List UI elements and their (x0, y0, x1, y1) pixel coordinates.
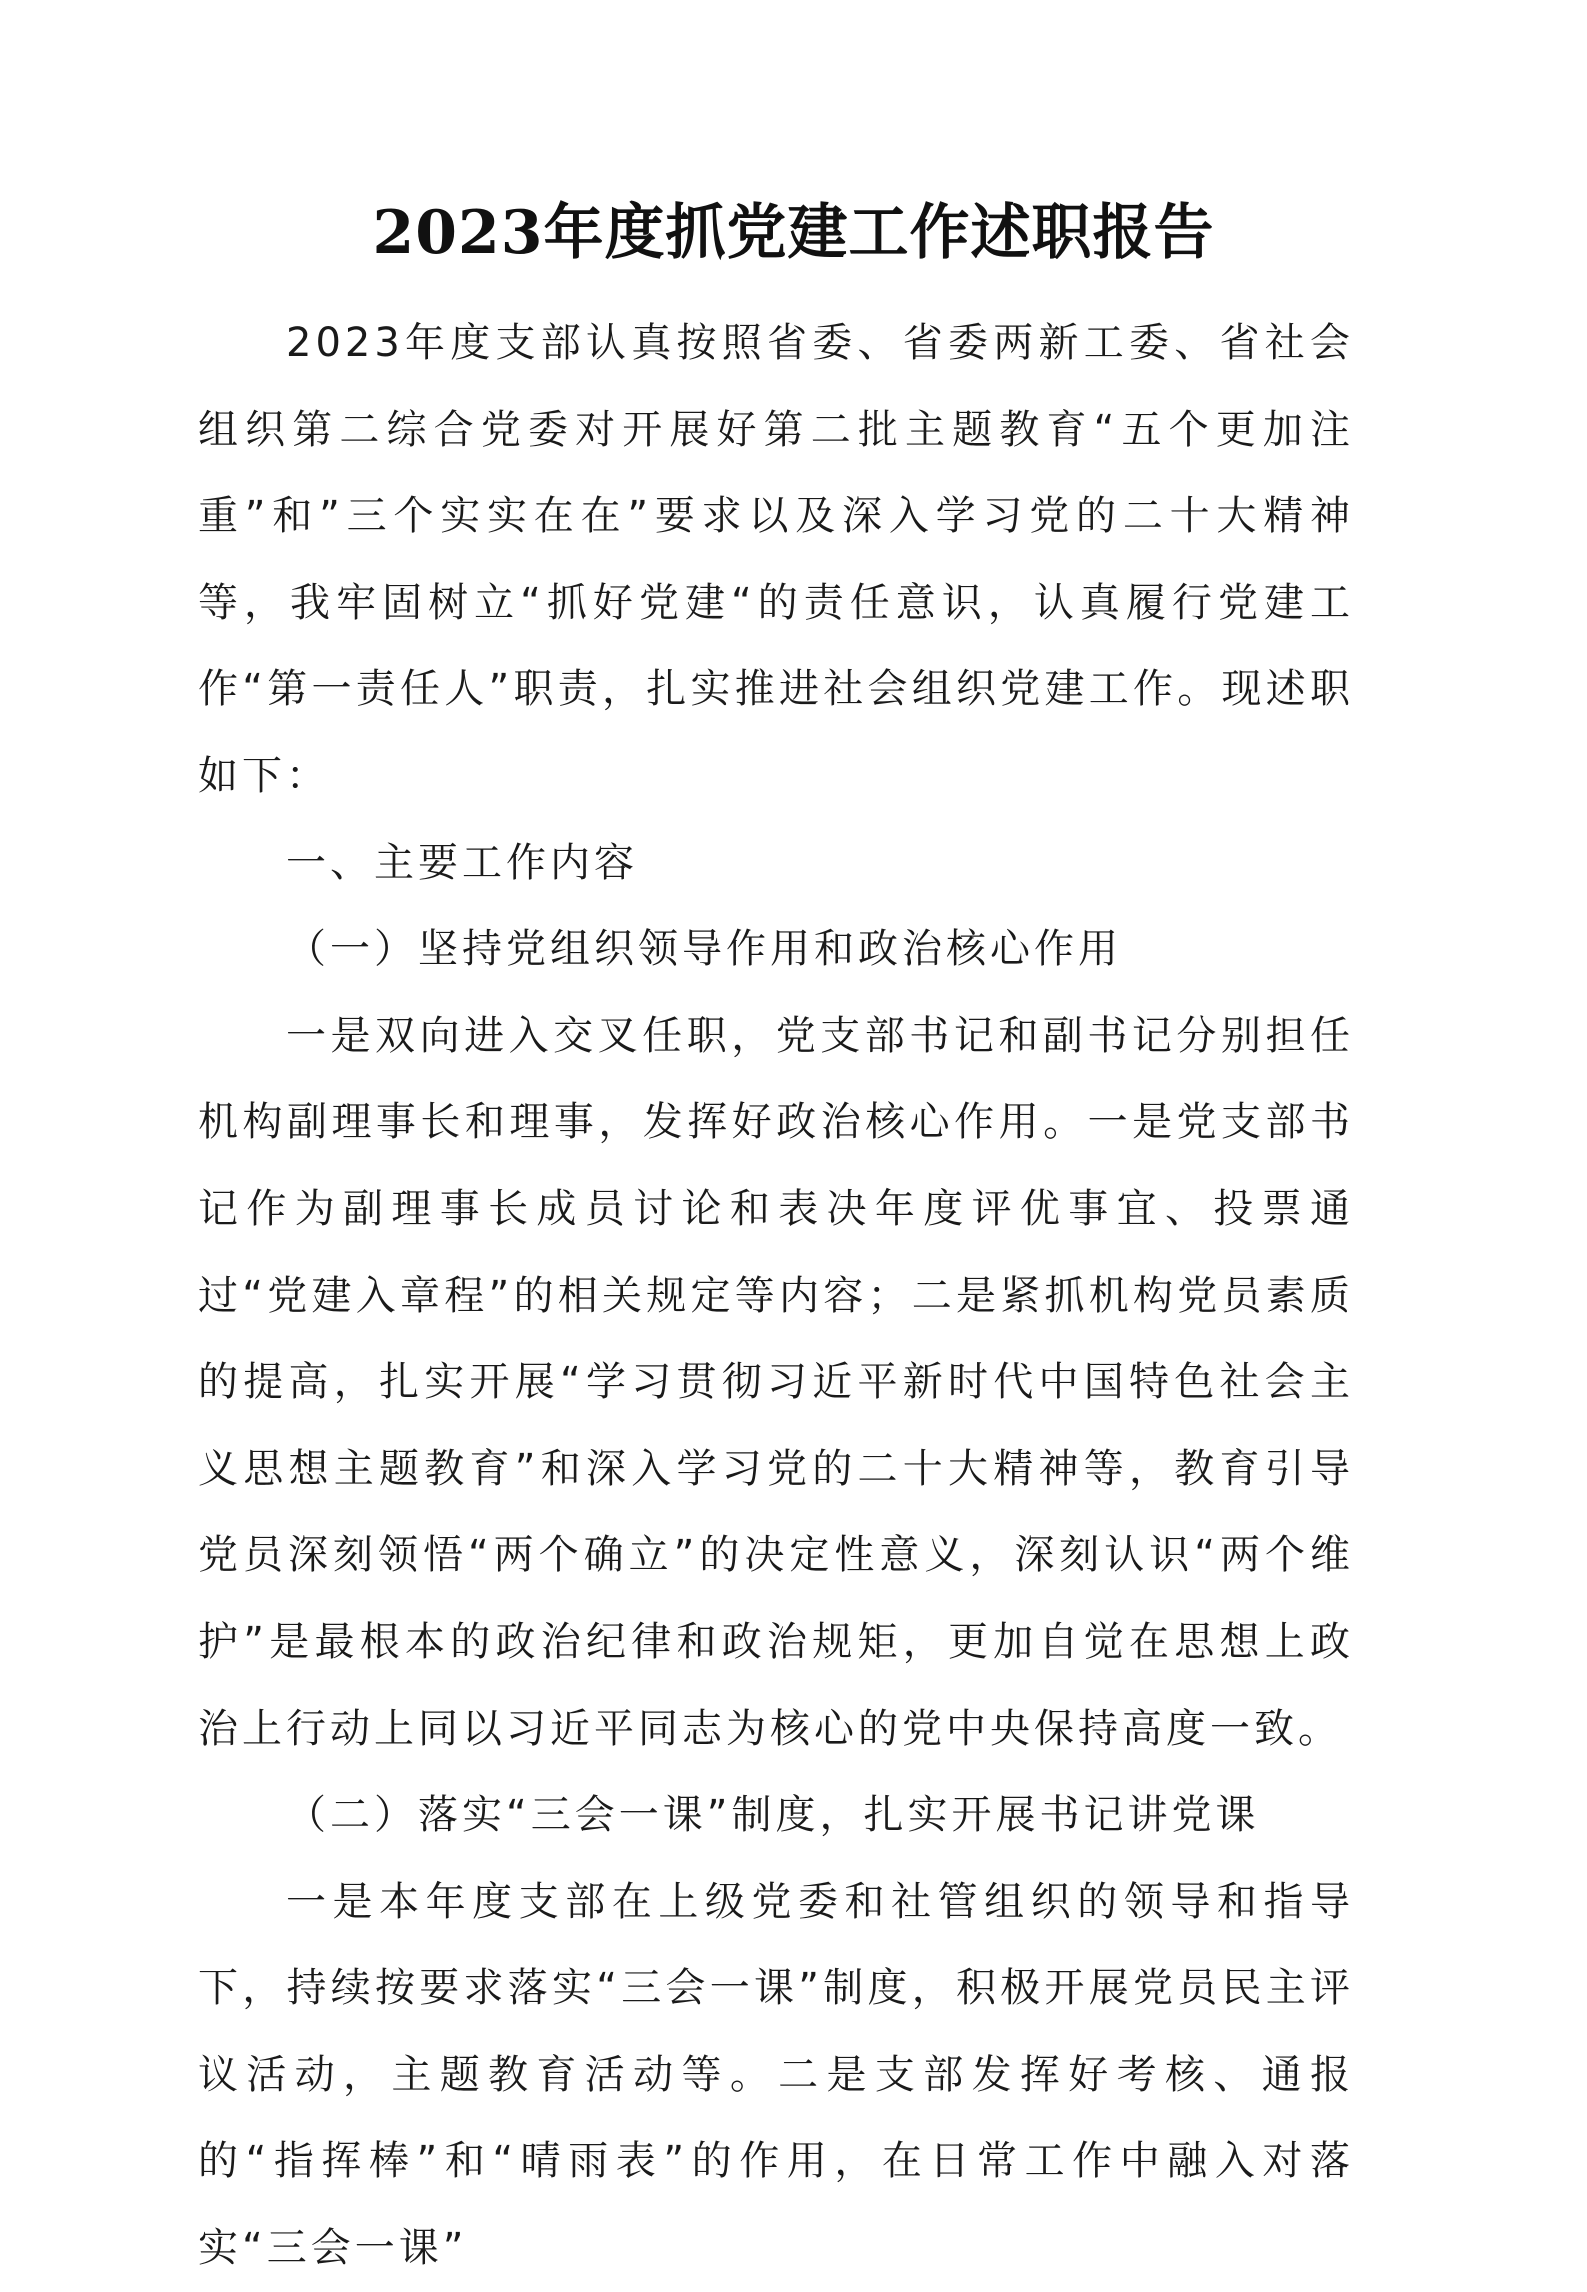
section-heading-main-work: 一、主要工作内容 (286, 839, 638, 886)
document-title: 2023年度抓党建工作述职报告 (372, 198, 1215, 268)
document-body (198, 300, 1354, 2292)
intro-paragraph: 2023年度支部认真按照省委、省委两新工委、省社会组织第二综合党委对开展好第二批主题教育“五个更加注重”和”三个实实在在”要求以及深入学习党的二十大精神等，我牢固树立“抓好党建“的责任意识，认真履行党建工作“第一责任人”职责，扎实推进社会组织党建工作。现述职如下： (198, 320, 1354, 799)
subsection-heading-2: （二）落实“三会一课”制度，扎实开展书记讲党课 (286, 1792, 1260, 1839)
body-paragraph: 一是双向进入交叉任职，党支部书记和副书记分别担任机构副理事长和理事，发挥好政治核心作用。一是党支部书记作为副理事长成员讨论和表决年度评优事宜、投票通过“党建入章程”的相关规定等内容；二是紧抓机构党员素质的提高，扎实开展“学习贯彻习近平新时代中国特色社会主义思想主题教育”和深入学习党的二十大精神等，教育引导党员深刻领悟“两个确立”的决定性意义，深刻认识“两个维护”是最根本的政治纪律和政治规矩，更加自觉在思想上政治上行动上同以习近平同志为核心的党中央保持高度一致。 (198, 1012, 1354, 1752)
subsection-heading-1: （一）坚持党组织领导作用和政治核心作用 (286, 926, 1122, 973)
body-paragraph: 一是本年度支部在上级党委和社管组织的领导和指导下，持续按要求落实“三会一课”制度，积极开展党员民主评议活动，主题教育活动等。二是支部发挥好考核、通报的“指挥棒”和“晴雨表”的作用，在日常工作中融入对落实“三会一课” (198, 1878, 1354, 2272)
